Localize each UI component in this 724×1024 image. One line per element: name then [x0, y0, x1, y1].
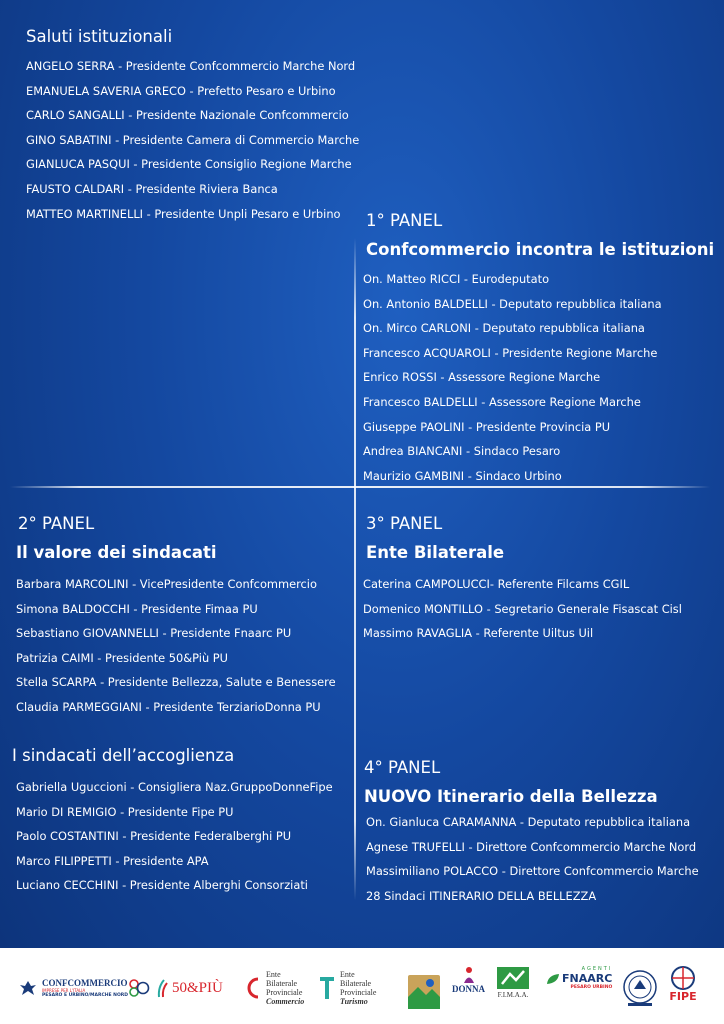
itinerario-logo	[408, 970, 440, 1014]
anniversary-80-icon	[126, 976, 150, 1000]
list-item: EMANUELA SAVERIA GRECO - Prefetto Pesaro e Urbino	[26, 83, 336, 98]
accoglienza-list	[16, 775, 333, 898]
list-item: On. Gianluca CARAMANNA - Deputato repubblica italiana	[366, 815, 691, 829]
panel3-list	[363, 572, 682, 646]
panel2-title: 2° PANEL	[18, 514, 95, 533]
fipe-logo	[666, 966, 700, 1010]
list-item: Stella SCARPA - Presidente Bellezza, Salute e Benessere	[16, 675, 336, 690]
panel2-section	[18, 513, 336, 720]
list-item: Luciano CECCHINI - Presidente Alberghi Consorziati	[16, 878, 308, 893]
list-item: Francesco BALDELLI - Assessore Regione Marche	[363, 394, 641, 409]
list-item: FAUSTO CALDARI - Presidente Riviera Banca	[26, 181, 278, 196]
list-item: Patrizia CAIMI - Presidente 50&Più PU	[16, 650, 229, 665]
list-item: Massimiliano POLACCO - Direttore Confcommercio Marche	[366, 864, 699, 879]
list-item: Gabriella Uguccioni - Consigliera Naz.GruppoDonneFipe	[16, 780, 333, 794]
saluti-section	[26, 26, 359, 226]
fifty-piu-logo	[156, 966, 223, 1010]
list-item: GIANLUCA PASQUI - Presidente Consiglio Regione Marche	[26, 157, 352, 172]
ebpc-logo	[244, 966, 304, 1010]
panel1-title: 1° PANEL	[366, 211, 443, 230]
confcommercio-tag: IMPRESE PER L'ITALIA	[42, 988, 86, 993]
panel4-subtitle: NUOVO Itinerario della Bellezza	[364, 787, 658, 806]
list-item: Barbara MARCOLINI - VicePresidente Confcommercio	[16, 577, 317, 591]
ebpc-line: Provinciale	[266, 988, 303, 997]
fimaa-text: F.I.M.A.A.	[497, 991, 529, 999]
ebpt-line: Bilaterale	[340, 979, 372, 988]
panel3-title: 3° PANEL	[366, 514, 443, 533]
fifty-piu-text: 50&PIÙ	[172, 979, 223, 996]
list-item: Mario DI REMIGIO - Presidente Fipe PU	[16, 804, 234, 819]
panel4-title: 4° PANEL	[364, 758, 441, 777]
ebpc-line: Commercio	[266, 997, 305, 1006]
fifty-piu-mark-icon	[156, 977, 168, 999]
ebpc-line: Bilaterale	[266, 979, 298, 988]
ebpc-mark-icon	[244, 977, 262, 999]
list-item: CARLO SANGALLI - Presidente Nazionale Confcommercio	[26, 108, 349, 123]
fnaarc-text: FNAARC	[562, 972, 613, 985]
confcommercio-logo	[18, 966, 128, 1010]
list-item: GINO SABATINI - Presidente Camera di Commercio Marche	[26, 132, 360, 147]
list-item: Marco FILIPPETTI - Presidente APA	[16, 853, 209, 868]
terziario-donna-logo	[452, 966, 485, 1010]
panel4-list	[366, 810, 699, 908]
fnaarc-sub: PESARO URBINO	[570, 985, 613, 990]
fipe-globe-icon	[666, 966, 700, 990]
list-item: On. Mirco CARLONI - Deputato repubblica italiana	[363, 321, 645, 336]
list-item: Giuseppe PAOLINI - Presidente Provincia PU	[363, 419, 611, 434]
panel3-section	[363, 513, 682, 646]
sponsor-footer	[0, 948, 724, 1024]
fipe-text: FIPE	[669, 990, 697, 1003]
panel1-section	[363, 210, 715, 488]
list-item: Claudia PARMEGGIANI - Presidente TerziarioDonna PU	[16, 699, 321, 714]
list-item: 28 Sindaci ITINERARIO DELLA BELLEZZA	[366, 888, 597, 903]
anniversary-logo	[126, 966, 150, 1010]
ebpt-line: Turismo	[340, 997, 368, 1006]
fimaa-logo	[496, 966, 530, 1010]
list-item: Maurizio GAMBINI - Sindaco Urbino	[363, 468, 562, 483]
ebpt-mark-icon	[318, 975, 336, 1001]
fimaa-mark-icon	[496, 966, 530, 990]
alberghi-seal-logo	[622, 966, 658, 1010]
list-item: ANGELO SERRA - Presidente Confcommercio Marche Nord	[26, 59, 356, 73]
ebpt-line: Ente	[340, 970, 355, 979]
donna-text: DONNA	[452, 984, 485, 994]
list-item: Caterina CAMPOLUCCI- Referente Filcams CGIL	[363, 577, 630, 591]
ebpt-logo	[318, 966, 376, 1010]
list-item: Andrea BIANCANI - Sindaco Pesaro	[363, 444, 561, 459]
list-item: Agnese TRUFELLI - Direttore Confcommercio Marche Nord	[366, 839, 697, 854]
seal-icon	[622, 969, 658, 1007]
list-item: On. Matteo RICCI - Eurodeputato	[363, 272, 550, 286]
list-item: Simona BALDOCCHI - Presidente Fimaa PU	[16, 601, 258, 616]
panel1-list	[363, 267, 714, 488]
fnaarc-logo	[546, 966, 612, 1010]
confcommercio-sub: PESARO E URBINO/MARCHE NORD	[42, 993, 128, 998]
accoglienza-title: I sindacati dell’accoglienza	[12, 746, 235, 765]
list-item: On. Antonio BALDELLI - Deputato repubblica italiana	[363, 296, 662, 311]
panel4-section	[364, 757, 699, 908]
ebpc-line: Ente	[266, 970, 281, 979]
ebpt-line: Provinciale	[340, 988, 377, 997]
landscape-icon	[408, 975, 440, 1009]
confcommercio-eagle-icon	[18, 978, 38, 998]
list-item: Paolo COSTANTINI - Presidente Federalberghi PU	[16, 829, 292, 844]
confcommercio-name: CONFCOMMERCIO	[42, 978, 128, 988]
fnaarc-leaf-icon	[546, 973, 560, 985]
panel1-subtitle: Confcommercio incontra le istituzioni	[366, 240, 715, 259]
list-item: MATTEO MARTINELLI - Presidente Unpli Pesaro e Urbino	[26, 206, 341, 221]
list-item: Domenico MONTILLO - Segretario Generale Fisascat Cisl	[363, 601, 682, 616]
panel3-subtitle: Ente Bilaterale	[366, 543, 505, 562]
vertical-divider	[354, 238, 356, 900]
accoglienza-section	[12, 745, 333, 898]
panel2-list	[16, 572, 336, 720]
panel2-subtitle: Il valore dei sindacati	[16, 543, 217, 562]
donna-figure-icon	[462, 966, 476, 984]
fnaarc-top: AGENTI	[581, 966, 613, 972]
list-item: Francesco ACQUAROLI - Presidente Regione Marche	[363, 345, 658, 360]
list-item: Massimo RAVAGLIA - Referente Uiltus Uil	[363, 626, 594, 641]
saluti-title: Saluti istituzionali	[26, 27, 173, 46]
list-item: Sebastiano GIOVANNELLI - Presidente Fnaarc PU	[16, 626, 292, 641]
list-item: Enrico ROSSI - Assessore Regione Marche	[363, 370, 601, 385]
saluti-list	[26, 54, 359, 226]
